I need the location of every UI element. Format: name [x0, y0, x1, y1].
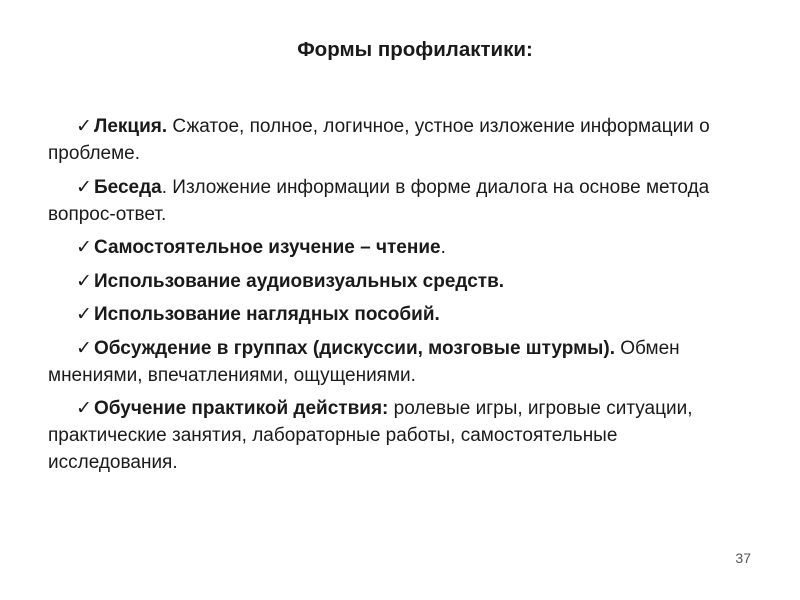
- item-term: Обучение практикой действия:: [94, 398, 389, 419]
- item-term: Лекция.: [94, 116, 168, 137]
- checkmark-icon: ✓: [76, 270, 92, 292]
- checkmark-icon: ✓: [76, 176, 92, 198]
- list-item: [48, 113, 728, 167]
- list-item: [48, 174, 728, 228]
- item-description: Сжатое, полное, логичное, устное изложение информации о проблеме.: [48, 116, 710, 164]
- item-description: ролевые игры, игровые ситуации, практические занятия, лабораторные работы, самостоятельные исследования.: [48, 398, 693, 473]
- list-item: [48, 268, 728, 295]
- item-description: . Изложение информации в форме диалога на основе метода вопрос-ответ.: [48, 176, 710, 225]
- checkmark-icon: ✓: [76, 337, 92, 359]
- item-term: Беседа: [94, 176, 162, 198]
- item-term: Использование наглядных пособий.: [94, 304, 440, 325]
- item-description: .: [440, 237, 446, 258]
- list-item: [48, 301, 728, 328]
- checkmark-icon: ✓: [76, 398, 92, 419]
- item-description: Обмен мнениями, впечатлениями, ощущениями.: [48, 337, 680, 386]
- prevention-forms-list: [48, 113, 728, 483]
- slide-title: Формы профилактики:: [297, 38, 533, 61]
- checkmark-icon: ✓: [76, 304, 92, 325]
- list-item: [48, 395, 728, 476]
- checkmark-icon: ✓: [76, 237, 92, 258]
- list-item: [48, 335, 728, 389]
- page-number: 37: [735, 550, 751, 566]
- item-term: Использование аудиовизуальных средств.: [94, 270, 505, 292]
- item-term: Обсуждение в группах (дискуссии, мозговые штурмы).: [94, 337, 615, 359]
- item-term: Самостоятельное изучение – чтение: [94, 237, 441, 258]
- checkmark-icon: ✓: [76, 116, 92, 137]
- list-item: [48, 234, 728, 261]
